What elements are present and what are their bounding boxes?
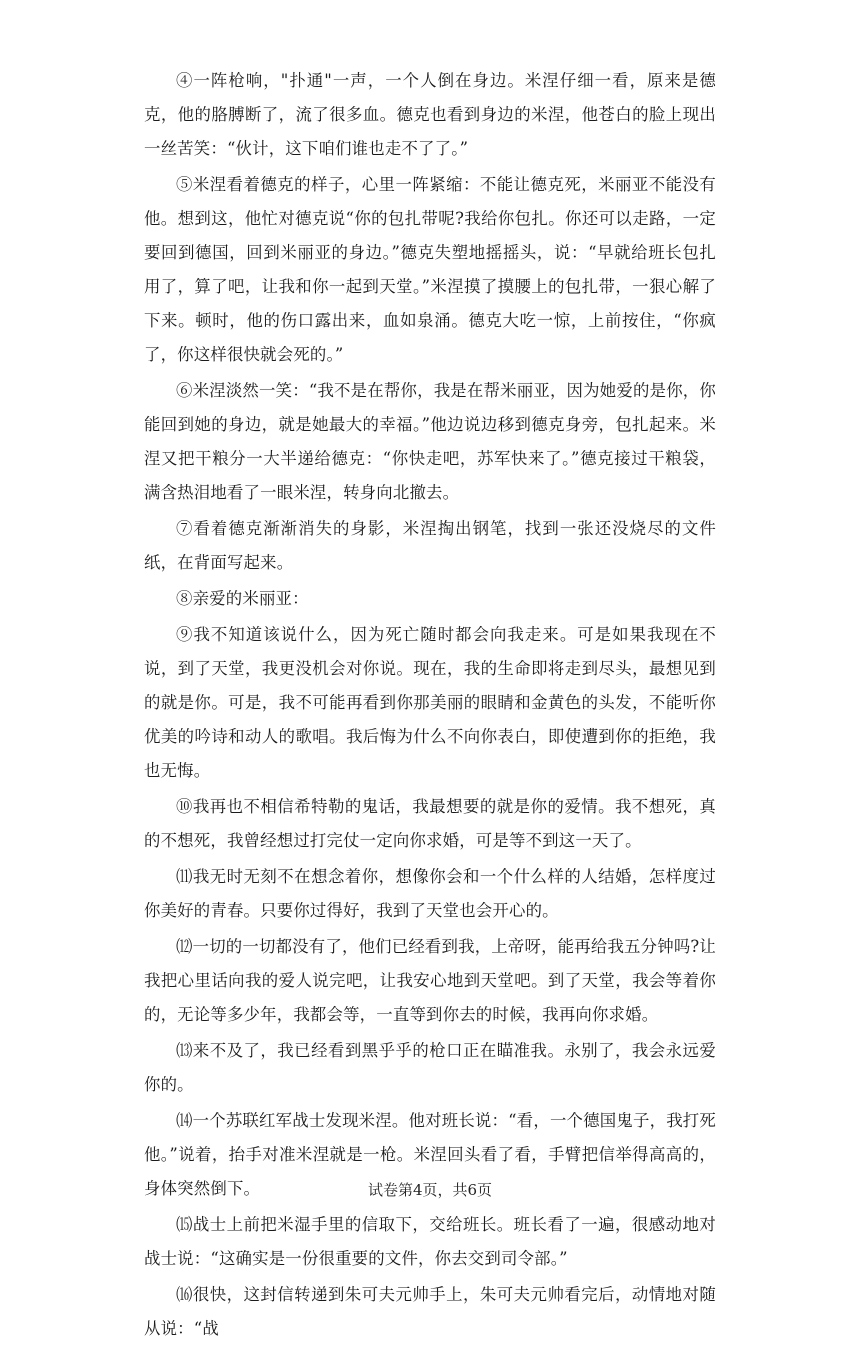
paragraph-11: ⑾我无时无刻不在想念着你，想像你会和一个什么样的人结婚，怎样度过你美好的青春。只要你过得好，我到了天堂也会开心的。 [144,867,716,920]
paragraph-4: ④一阵枪响，"扑通"一声，一个人倒在身边。米涅仔细一看，原来是德克，他的胳膊断了，流了很多血。德克也看到身边的米涅，他苍白的脸上现出一丝苦笑：“伙计，这下咱们谁也走不了了。” [144,71,716,158]
paragraph-6: ⑥米涅淡然一笑：“我不是在帮你，我是在帮米丽亚，因为她爱的是你，你能回到她的身边，就是她最大的幸福。”他边说边移到德克身旁，包扎起来。米涅又把干粮分一大半递给德克：“你快走吧，苏军快来了。”德克接过干粮袋，满含热泪地看了一眼米涅，转身向北撤去。 [144,381,716,502]
paragraph-16: ⒃很快，这封信转递到朱可夫元帅手上，朱可夫元帅看完后，动情地对随从说：“战 [144,1285,716,1338]
paragraph-10: ⑩我再也不相信希特勒的鬼话，我最想要的就是你的爱情。我不想死，真的不想死，我曾经想过打完仗一定向你求婚，可是等不到这一天了。 [144,797,716,850]
paragraph-7: ⑦看着德克渐渐消失的身影，米涅掏出钢笔，找到一张还没烧尽的文件纸，在背面写起来。 [144,519,716,572]
paragraph-12: ⑿一切的一切都没有了，他们已经看到我，上帝呀，能再给我五分钟吗?让我把心里话向我的爱人说完吧，让我安心地到天堂吧。到了天堂，我会等着你的，无论等多少年，我都会等，一直等到你去的时候，我再向你求婚。 [144,937,716,1024]
paragraph-15: ⒂战士上前把米湿手里的信取下，交给班长。班长看了一遍，很感动地对战士说：“这确实是一份很重要的文件，你去交到司令部。” [144,1215,716,1268]
page-footer: 试卷第4页，共6页 [367,1181,493,1199]
paragraph-13: ⒀来不及了，我已经看到黑乎乎的枪口正在瞄准我。永别了，我会永远爱你的。 [144,1041,716,1094]
paragraph-5: ⑤米涅看着德克的样子，心里一阵紧缩：不能让德克死，米丽亚不能没有他。想到这，他忙对德克说“你的包扎带呢?我给你包扎。你还可以走路，一定要回到德国，回到米丽亚的身边。”德克失塑地摇摇头，说：“早就给班长包扎用了，算了吧，让我和你一起到天堂。”米涅摸了摸腰上的包扎带，一狠心解了下来。顿时，他的伤口露出来，血如泉涌。德克大吃一惊，上前按住，“你疯了，你这样很快就会死的。” [144,175,716,364]
paragraph-9: ⑨我不知道该说什么，因为死亡随时都会向我走来。可是如果我现在不说，到了天堂，我更没机会对你说。现在，我的生命即将走到尽头，最想见到的就是你。可是，我不可能再看到你那美丽的眼睛和金黄色的头发，不能听你优美的吟诗和动人的歌唱。我后悔为什么不向你表白，即使遭到你的拒绝，我也无悔。 [144,625,716,780]
paragraph-8-salutation: ⑧亲爱的米丽亚： [176,589,309,608]
document-body [144,64,716,1348]
paragraph-14: ⒁一个苏联红军战士发现米涅。他对班长说：“看，一个德国鬼子，我打死他。”说着，抬手对准米涅就是一枪。米涅回头看了看，手臂把信举得高高的，身体突然倒下。 [144,1111,716,1198]
